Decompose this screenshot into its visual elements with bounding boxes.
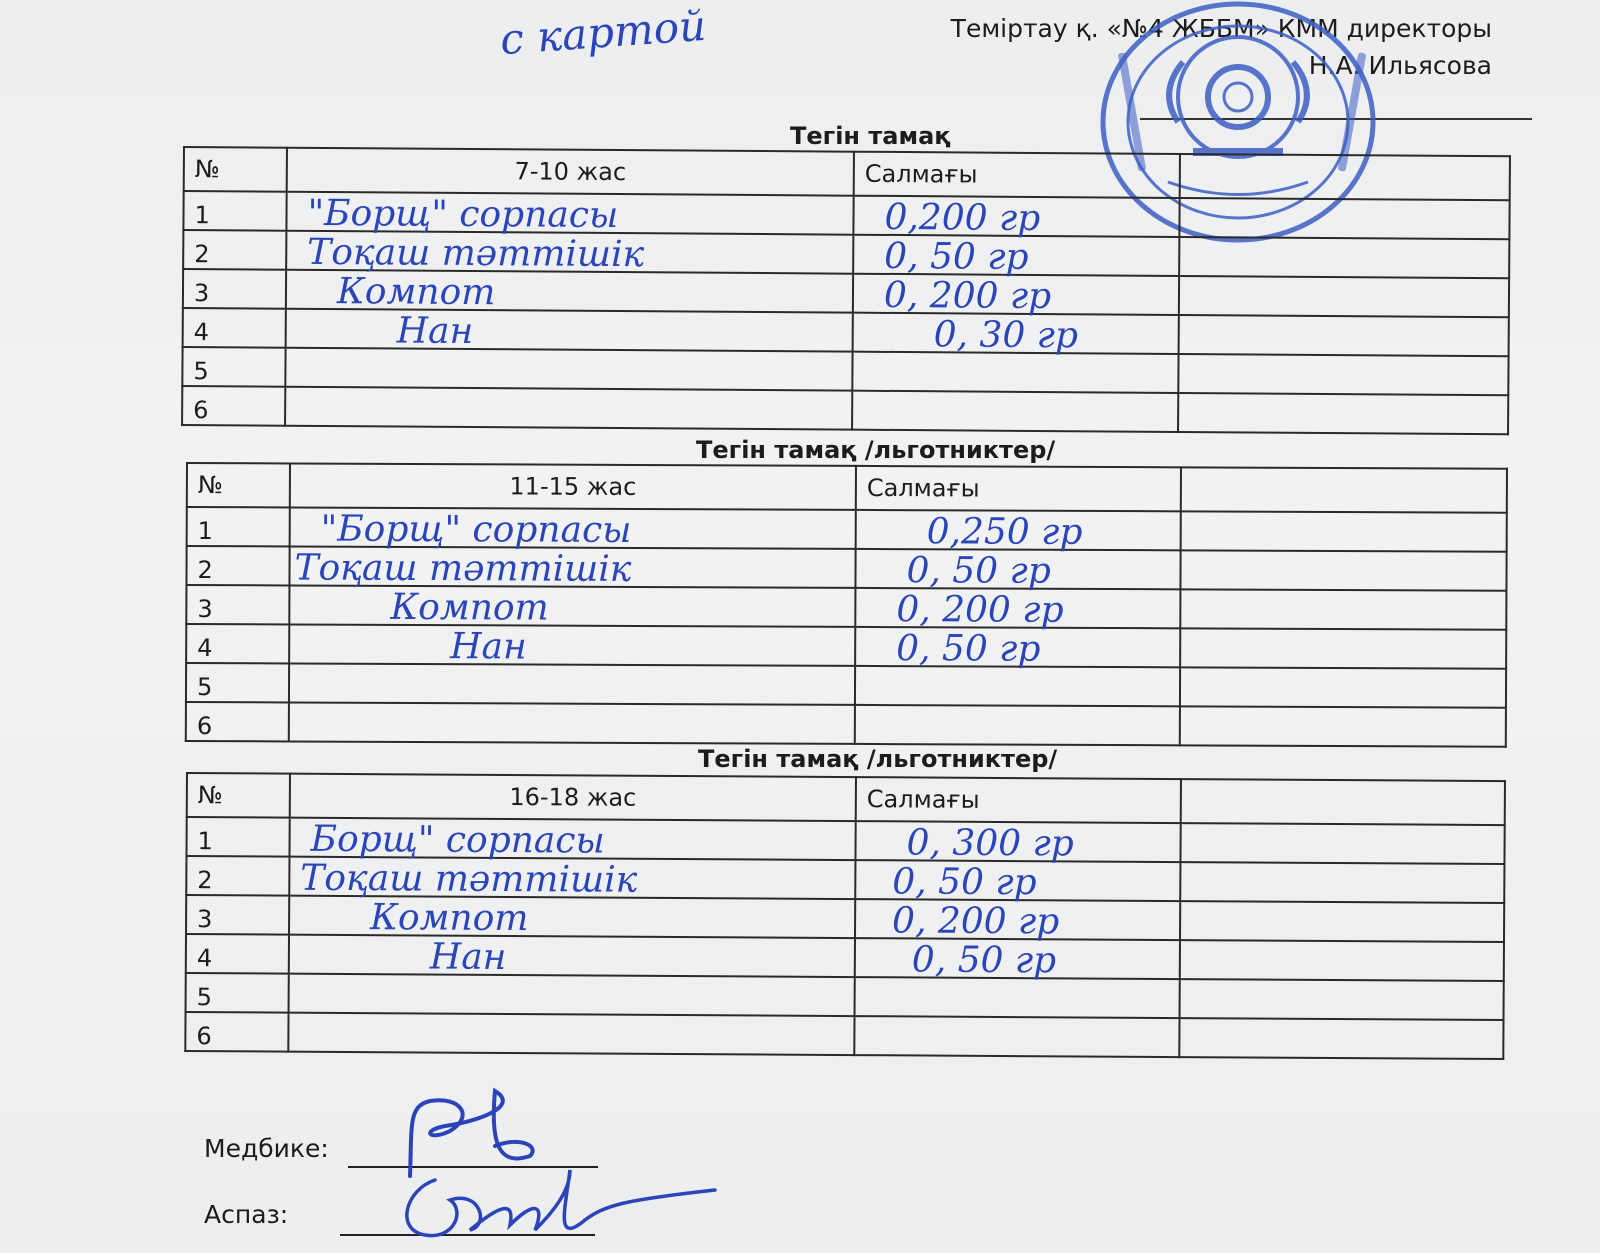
col-no-header: № xyxy=(184,147,287,192)
dish-cell xyxy=(286,270,853,313)
row-number: 2 xyxy=(183,230,286,270)
extra-cell xyxy=(1180,940,1504,981)
weight-handwriting: 0, 50 гр xyxy=(896,628,1041,670)
row-number: 5 xyxy=(186,973,289,1013)
extra-cell xyxy=(1179,315,1509,356)
dish-handwriting: Компот xyxy=(336,271,496,314)
cook-signature-icon xyxy=(395,1160,725,1250)
table-row xyxy=(185,1012,1503,1059)
extra-cell xyxy=(1180,823,1504,864)
dish-cell xyxy=(289,896,855,938)
weight-handwriting: 0, 200 гр xyxy=(883,274,1052,318)
weight-cell xyxy=(853,313,1179,357)
row-number: 2 xyxy=(186,856,289,896)
row-number: 6 xyxy=(185,1012,288,1052)
dish-cell xyxy=(289,585,855,629)
weight-cell xyxy=(855,860,1180,904)
handwritten-note: с картой xyxy=(498,0,708,65)
extra-cell xyxy=(1180,667,1506,707)
dish-cell xyxy=(289,663,855,704)
table-2-title: Тегін тамақ /льготниктер/ xyxy=(696,436,1056,464)
extra-cell xyxy=(1179,1018,1503,1059)
table-1-title: Тегін тамақ xyxy=(790,122,951,150)
extra-cell xyxy=(1180,706,1506,746)
col-weight-header: Салмағы xyxy=(856,777,1181,823)
weight-cell xyxy=(853,196,1179,237)
dish-handwriting: Тоқаш тәттішік xyxy=(294,547,632,590)
col-no-header: № xyxy=(187,463,290,507)
table-row xyxy=(186,702,1506,747)
table-header-row xyxy=(187,463,1507,513)
dish-cell xyxy=(289,935,855,977)
approver-name: Н.А. Ильясова xyxy=(1308,51,1492,80)
weight-handwriting: 0, 50 гр xyxy=(906,550,1051,592)
row-number: 3 xyxy=(186,585,289,624)
dish-cell xyxy=(289,624,855,668)
col-age-header: 11-15 жас xyxy=(290,463,856,509)
extra-cell xyxy=(1180,550,1506,590)
extra-cell xyxy=(1180,862,1504,903)
dish-cell xyxy=(286,309,853,352)
col-extra-header xyxy=(1181,467,1507,512)
weight-cell xyxy=(855,549,1180,592)
extra-cell xyxy=(1180,589,1506,629)
dish-cell xyxy=(289,818,855,860)
weight-cell xyxy=(853,235,1179,276)
dish-handwriting: Компот xyxy=(369,897,529,940)
dish-handwriting: "Борщ" сорпасы xyxy=(320,508,632,551)
extra-cell xyxy=(1179,198,1509,239)
weight-cell xyxy=(855,588,1180,631)
row-number: 1 xyxy=(186,817,289,857)
dish-handwriting: "Борщ" сорпасы xyxy=(307,192,619,237)
dish-handwriting: Тоқаш тәттішік xyxy=(300,857,638,901)
dish-cell xyxy=(289,702,855,743)
extra-cell xyxy=(1179,237,1509,278)
row-number: 4 xyxy=(186,624,289,663)
meal-table-7-10 xyxy=(181,146,1511,435)
weight-cell xyxy=(855,627,1180,670)
extra-cell xyxy=(1181,511,1507,551)
extra-cell xyxy=(1180,628,1506,668)
row-number: 5 xyxy=(182,347,285,387)
extra-cell xyxy=(1179,276,1509,317)
weight-cell xyxy=(855,938,1180,982)
table-row xyxy=(186,663,1506,708)
table-row xyxy=(186,624,1506,669)
weight-handwriting: 0, 50 гр xyxy=(892,861,1037,904)
meal-table-16-18 xyxy=(184,772,1506,1060)
cook-label: Аспаз: xyxy=(204,1200,289,1229)
weight-handwriting: 0, 200 гр xyxy=(896,589,1064,631)
row-number: 3 xyxy=(186,895,289,935)
weight-handwriting: 0, 50 гр xyxy=(911,939,1057,982)
dish-cell xyxy=(286,231,853,274)
weight-cell xyxy=(853,274,1179,318)
extra-cell xyxy=(1178,354,1508,395)
table-row xyxy=(187,507,1507,552)
extra-cell xyxy=(1180,979,1504,1020)
nurse-label: Медбике: xyxy=(204,1134,329,1163)
weight-handwriting: 0,250 гр xyxy=(926,511,1083,553)
dish-handwriting: Нан xyxy=(396,310,474,353)
row-number: 2 xyxy=(186,546,289,585)
table-row xyxy=(186,546,1506,591)
dish-cell xyxy=(289,857,855,899)
dish-handwriting: Нан xyxy=(429,936,507,978)
dish-handwriting: Борщ" сорпасы xyxy=(310,818,605,862)
dish-cell xyxy=(286,192,853,235)
col-weight-header: Салмағы xyxy=(854,152,1180,198)
dish-handwriting: Компот xyxy=(390,586,549,629)
weight-cell xyxy=(855,666,1180,706)
dish-cell xyxy=(288,1013,854,1055)
dish-handwriting: Нан xyxy=(450,626,527,668)
dish-handwriting: Тоқаш тәттішік xyxy=(307,231,645,276)
col-age-header: 16-18 жас xyxy=(290,774,856,821)
weight-handwriting: 0, 300 гр xyxy=(906,822,1074,865)
weight-handwriting: 0, 200 гр xyxy=(891,900,1060,943)
row-number: 4 xyxy=(183,308,286,348)
row-number: 4 xyxy=(186,934,289,974)
extra-cell xyxy=(1180,901,1504,942)
dish-cell xyxy=(285,387,852,430)
extra-cell xyxy=(1178,393,1508,434)
row-number: 6 xyxy=(182,386,285,426)
weight-cell xyxy=(855,821,1180,865)
col-extra-header xyxy=(1181,779,1505,825)
weight-cell xyxy=(856,510,1181,553)
dish-cell xyxy=(290,507,856,551)
col-weight-header: Салмағы xyxy=(856,466,1181,511)
col-age-header: 7-10 жас xyxy=(287,148,854,196)
weight-cell xyxy=(855,977,1180,1018)
table-row xyxy=(182,386,1508,434)
weight-cell xyxy=(852,391,1178,432)
dish-cell xyxy=(289,546,855,590)
weight-handwriting: 0,200 гр xyxy=(884,196,1041,239)
weight-handwriting: 0, 50 гр xyxy=(884,235,1029,278)
row-number: 6 xyxy=(186,702,289,741)
dish-cell xyxy=(285,348,852,391)
table-row xyxy=(186,585,1506,630)
row-number: 5 xyxy=(186,663,289,702)
approver-title: Теміртау қ. «№4 ЖББМ» КММ директоры xyxy=(950,14,1492,43)
row-number: 1 xyxy=(187,507,290,546)
weight-cell xyxy=(854,1016,1179,1057)
table-3-title: Тегін тамақ /льготниктер/ xyxy=(698,745,1058,773)
weight-cell xyxy=(852,352,1178,393)
weight-cell xyxy=(855,899,1180,943)
meal-table-11-15 xyxy=(185,462,1508,748)
weight-cell xyxy=(855,705,1180,745)
col-extra-header xyxy=(1180,154,1510,200)
col-no-header: № xyxy=(187,773,290,818)
weight-handwriting: 0, 30 гр xyxy=(933,314,1079,357)
dish-cell xyxy=(289,974,855,1016)
row-number: 1 xyxy=(183,191,286,231)
row-number: 3 xyxy=(183,269,286,309)
